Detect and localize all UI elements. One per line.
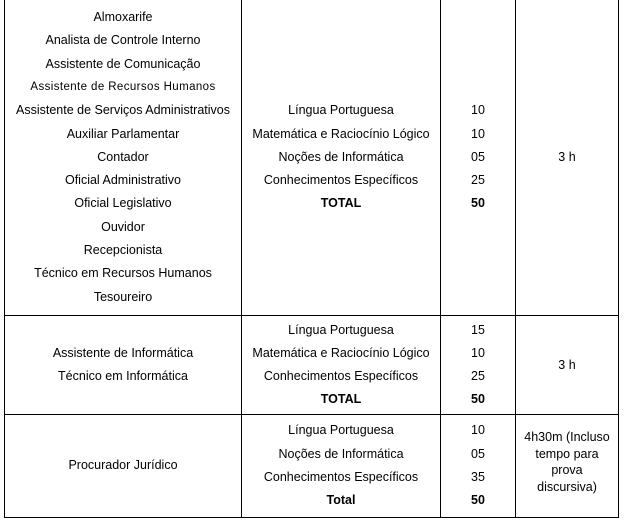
prova-name: Conhecimentos Específicos: [263, 173, 419, 188]
duracao-cell: [516, 0, 619, 316]
prova-name: Língua Portuguesa: [288, 103, 394, 118]
prova-name: Língua Portuguesa: [288, 423, 394, 438]
questoes-cell: [441, 415, 516, 518]
duracao-text: 3 h: [558, 150, 576, 165]
duracao-text: 3 h: [558, 357, 576, 372]
cargo-name: Contador: [97, 149, 149, 164]
cargo-name: Assistente de Recursos Humanos: [30, 80, 216, 93]
provas-cell: [242, 316, 441, 415]
cargo-name: Procurador Jurídico: [68, 458, 178, 473]
exam-table: [4, 0, 619, 518]
questoes-cell: [441, 0, 516, 316]
questao-count: 10: [471, 126, 485, 141]
questao-count: 05: [471, 446, 485, 461]
total-value: 50: [471, 196, 485, 211]
cargo-name: Almoxarife: [93, 10, 153, 25]
cargo-name: Oficial Administrativo: [64, 173, 181, 188]
total-label: TOTAL: [320, 196, 362, 211]
cargo-name: Auxiliar Parlamentar: [66, 126, 180, 141]
cargo-name: Tesoureiro: [93, 289, 153, 304]
cargos-cell: [5, 316, 242, 415]
cargo-name: Oficial Legislativo: [74, 196, 172, 211]
prova-name: Noções de Informática: [278, 446, 404, 461]
cargo-name: Assistente de Comunicação: [45, 56, 201, 71]
questao-count: 15: [471, 322, 485, 337]
questao-count: 10: [471, 103, 485, 118]
questao-count: 10: [471, 345, 485, 360]
provas-cell: [242, 0, 441, 316]
duracao-cell: [516, 415, 619, 518]
duracao-text: 4h30m (Incluso tempo para prova discursiva): [524, 430, 610, 494]
cargos-cell: [5, 415, 242, 518]
table-row-group-1: [5, 0, 619, 316]
prova-name: Língua Portuguesa: [288, 322, 394, 337]
total-value: 50: [471, 392, 485, 407]
questao-count: 05: [471, 149, 485, 164]
cargo-name: Recepcionista: [83, 243, 163, 258]
table-row-group-2: [5, 316, 619, 415]
questoes-cell: [441, 316, 516, 415]
cargo-name: Técnico em Informática: [58, 369, 188, 383]
questao-count: 35: [471, 470, 485, 484]
cargo-name: Técnico em Recursos Humanos: [34, 266, 212, 281]
prova-name: Matemática e Raciocínio Lógico: [252, 345, 430, 360]
cargo-name: Assistente de Informática: [52, 345, 194, 360]
total-value: 50: [471, 493, 485, 508]
prova-name: Matemática e Raciocínio Lógico: [252, 126, 430, 141]
cargos-cell: [5, 0, 242, 316]
cargo-name: Assistente de Serviços Administrativos: [16, 103, 230, 118]
questao-count: 10: [471, 423, 485, 438]
prova-name: Noções de Informática: [278, 149, 404, 164]
cargo-name: Ouvidor: [101, 219, 145, 234]
prova-name: Conhecimentos Específicos: [263, 369, 419, 383]
questao-count: 25: [471, 173, 485, 188]
total-label: TOTAL: [320, 392, 362, 407]
table-row-group-3: [5, 415, 619, 518]
questao-count: 25: [471, 369, 485, 383]
cargo-name: Analista de Controle Interno: [45, 33, 201, 48]
duracao-cell: [516, 316, 619, 415]
provas-cell: [242, 415, 441, 518]
total-label: Total: [326, 493, 356, 508]
prova-name: Conhecimentos Específicos: [263, 470, 419, 484]
